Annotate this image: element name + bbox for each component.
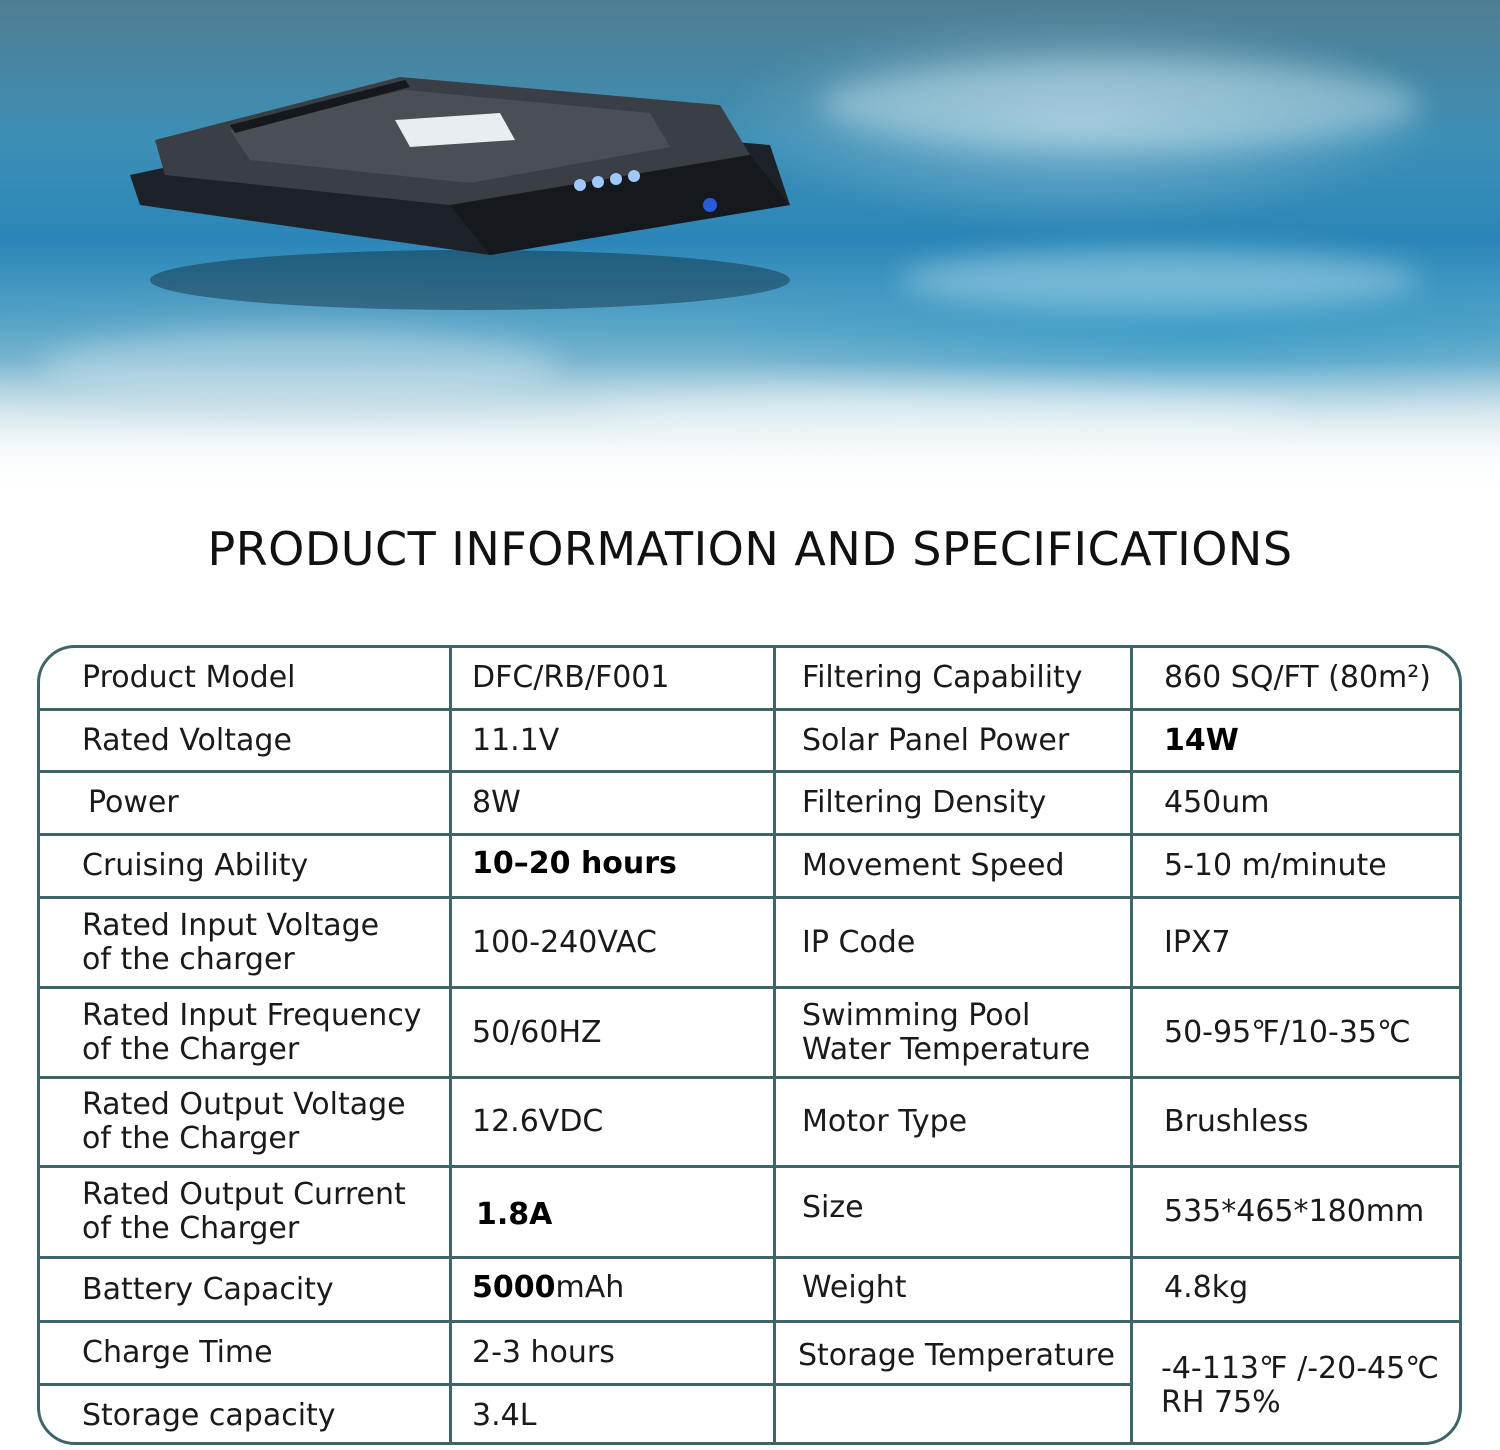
hero-image [0,0,1500,500]
spec-label: Swimming Pool Water Temperature [802,997,1091,1067]
spec-value: 50-95℉/10-35℃ [1164,1014,1411,1050]
spec-label: Solar Panel Power [802,722,1070,758]
spec-value: DFC/RB/F001 [472,660,670,695]
spec-label [802,1386,1142,1445]
spec-value: -4-113℉ /-20-45℃ RH 75% [1161,1350,1439,1420]
spec-value: 100-240VAC [472,924,657,960]
spec-value: 5-10 m/minute [1164,848,1387,883]
spec-value: Brushless [1164,1104,1309,1139]
spec-value: IPX7 [1164,924,1231,960]
spec-label: Rated Voltage [82,722,292,758]
spec-label: Product Model [82,660,296,695]
spec-value: 4.8kg [1164,1269,1249,1305]
spec-value: 450um [1164,785,1270,820]
spec-label: Charge Time [82,1335,273,1370]
spec-label: Storage Temperature [798,1337,1115,1373]
spec-value: 2-3 hours [472,1335,615,1370]
spec-label: Rated Output Voltage of the Charger [82,1087,406,1156]
column-divider [449,648,452,1445]
spec-value: 535*465*180mm [1164,1194,1425,1229]
spec-label: Rated Input Voltage of the charger [82,907,380,977]
spec-label: Filtering Capability [802,660,1083,695]
spec-label: Movement Speed [802,848,1065,883]
spec-label: Battery Capacity [82,1271,334,1307]
spec-label: Weight [802,1269,907,1305]
spec-value: 12.6VDC [472,1104,604,1139]
spec-value: 14W [1164,722,1239,758]
spec-label: Size [802,1190,864,1225]
spec-label: Power [88,785,179,820]
battery-capacity-number: 5000 [472,1269,556,1305]
spec-value: 3.4L [472,1398,537,1433]
spec-label: Rated Output Current of the Charger [82,1177,406,1246]
spec-label: Motor Type [802,1104,968,1139]
column-divider [773,648,776,1445]
page-title: PRODUCT INFORMATION AND SPECIFICATIONS [207,522,1293,576]
spec-label: Cruising Ability [82,848,309,883]
spec-value: 1.8A [476,1197,553,1232]
spec-value: 8W [472,785,521,820]
spec-value: 860 SQ/FT (80m²) [1164,660,1431,695]
pool-robot-illustration [110,55,830,315]
spec-label: Storage capacity [82,1398,336,1433]
spec-label: Filtering Density [802,785,1047,820]
battery-capacity-unit: mAh [555,1269,625,1305]
spec-table [37,645,1462,1445]
spec-value: 50/60HZ [472,1014,602,1050]
spec-value: 11.1V [472,722,560,758]
spec-label: IP Code [802,924,916,960]
spec-value [472,1259,772,1316]
spec-label: Rated Input Frequency of the Charger [82,997,422,1067]
spec-value: 10–20 hours [472,846,677,881]
